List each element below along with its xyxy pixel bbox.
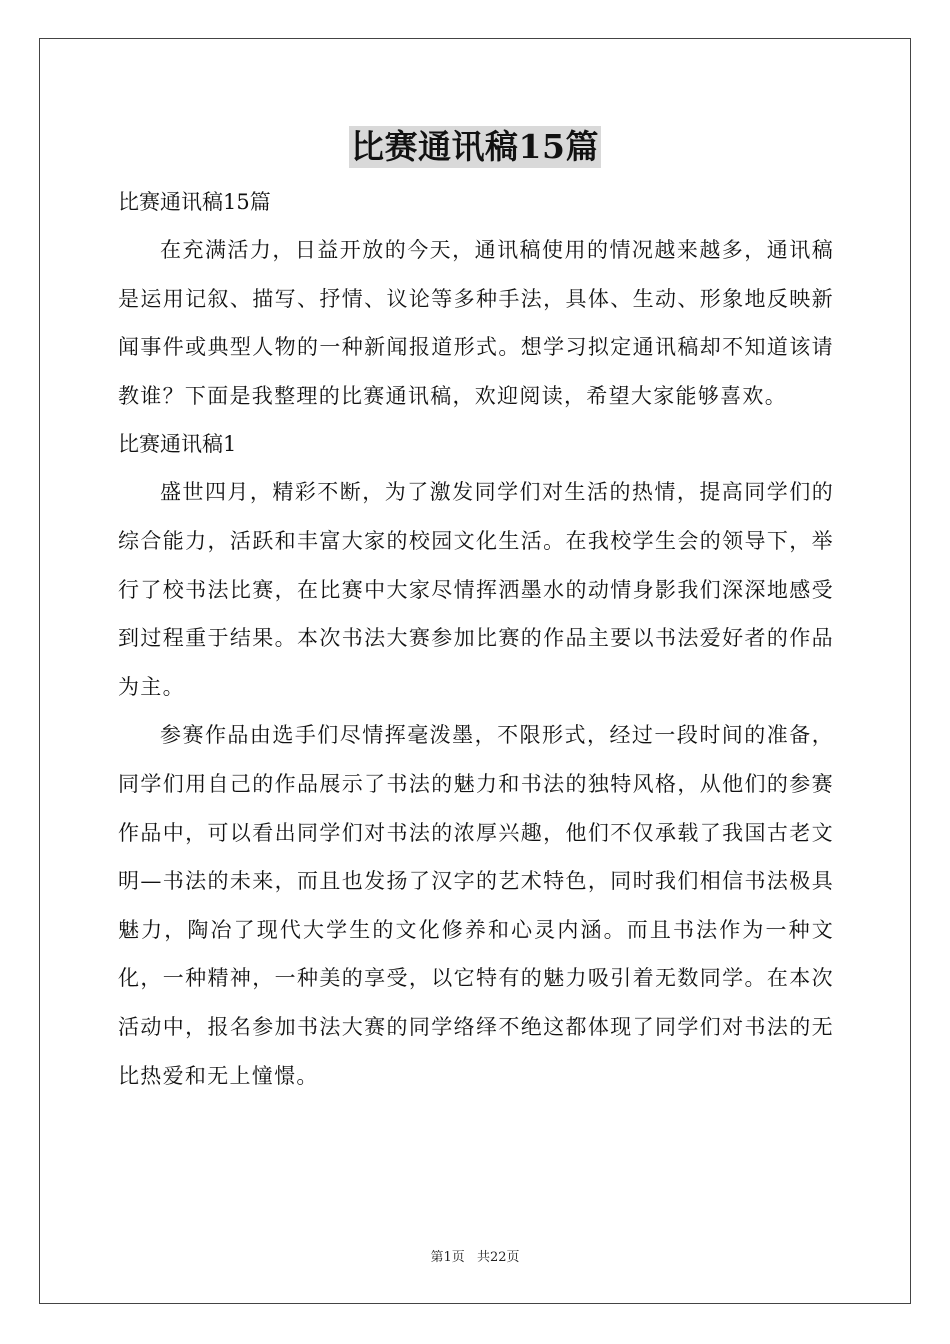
document-title: 比赛通讯稿15篇 [351,127,599,166]
page-number: 第1页 [430,1250,465,1265]
intro-paragraph: 在充满活力，日益开放的今天，通讯稿使用的情况越来越多，通讯稿是运用记叙、描写、抒情、议论等多种手法，具体、生动、形象地反映新闻事件或典型人物的一种新闻报道形式。想学习拟定通讯稿却不知道该请教谁？下面是我整理的比赛通讯稿，欢迎阅读，希望大家能够喜欢。 [118,238,834,408]
document-body [118,178,834,1100]
document-subtitle: 比赛通讯稿15篇 [118,190,271,214]
section-heading: 比赛通讯稿1 [118,432,237,457]
section-paragraph-1: 盛世四月，精彩不断，为了激发同学们对生活的热情，提高同学们的综合能力，活跃和丰富大家的校园文化生活。在我校学生会的领导下，举行了校书法比赛，在比赛中大家尽情挥洒墨水的动情身影我们深深地感受到过程重于结果。本次书法大赛参加比赛的作品主要以书法爱好者的作品为主。 [118,480,834,699]
title-container [0,126,950,168]
section-paragraph-2: 参赛作品由选手们尽情挥毫泼墨，不限形式，经过一段时间的准备，同学们用自己的作品展示了书法的魅力和书法的独特风格，从他们的参赛作品中，可以看出同学们对书法的浓厚兴趣，他们不仅承载了我国古老文明—书法的未来，而且也发扬了汉字的艺术特色，同时我们相信书法极具魅力，陶冶了现代大学生的文化修养和心灵内涵。而且书法作为一种文化，一种精神，一种美的享受，以它特有的魅力吸引着无数同学。在本次活动中，报名参加书法大赛的同学络绎不绝这都体现了同学们对书法的无比热爱和无上憧憬。 [118,723,834,1088]
page-total: 共22页 [476,1250,520,1265]
page-footer [0,1246,950,1265]
